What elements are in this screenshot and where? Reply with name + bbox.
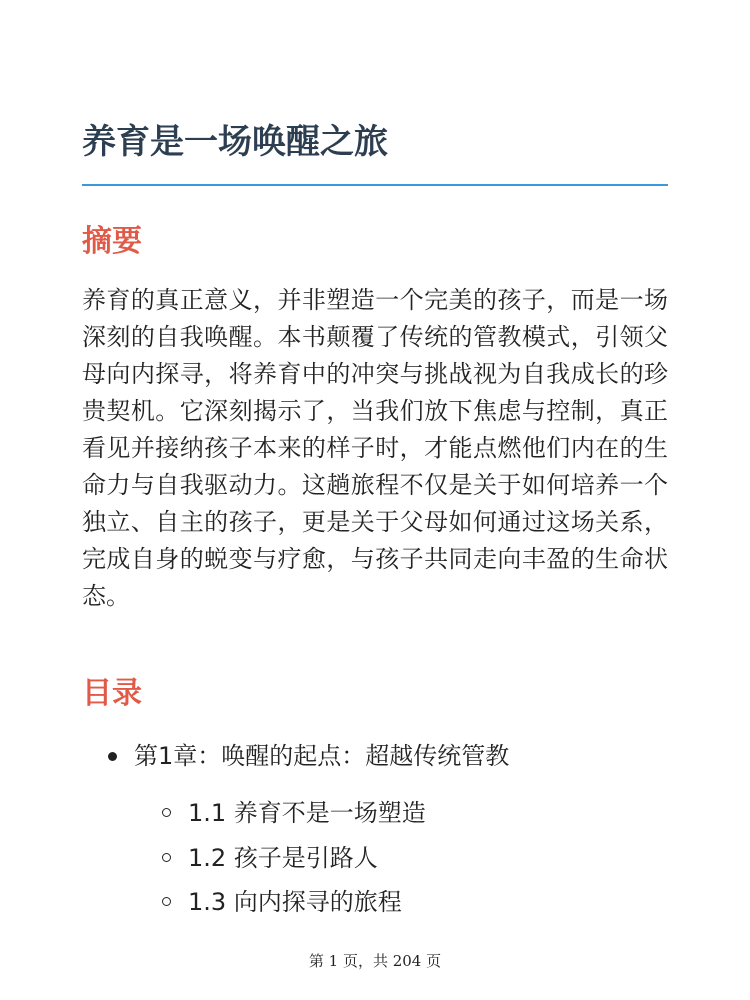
title-divider (82, 184, 668, 186)
toc-section-label: 1.1 养育不是一场塑造 (188, 799, 426, 827)
toc-chapter-item (108, 738, 668, 774)
toc-section-label: 1.2 孩子是引路人 (188, 844, 378, 872)
bullet-circle-icon (162, 897, 171, 906)
summary-heading: 摘要 (82, 224, 142, 259)
summary-paragraph: 养育的真正意义，并非塑造一个完美的孩子，而是一场深刻的自我唤醒。本书颠覆了传统的管教模式，引领父母向内探寻，将养育中的冲突与挑战视为自我成长的珍贵契机。它深刻揭示了，当我们放下焦虑与控制，真正看见并接纳孩子本来的样子时，才能点燃他们内在的生命力与自我驱动力。这趟旅程不仅是关于如何培养一个独立、自主的孩子，更是关于父母如何通过这场关系，完成自身的蜕变与疗愈，与孩子共同走向丰盈的生命状态。 (82, 286, 668, 610)
bullet-circle-icon (162, 853, 171, 862)
toc-section-item (162, 840, 662, 876)
toc-section-label: 1.3 向内探寻的旅程 (188, 888, 402, 916)
toc-section-item (162, 884, 662, 920)
bullet-circle-icon (162, 808, 171, 817)
document-title: 养育是一场唤醒之旅 (82, 122, 388, 162)
bullet-disc-icon (108, 752, 117, 761)
toc-section-item (162, 795, 662, 831)
page-number-footer: 第 1 页，共 204 页 (308, 952, 442, 970)
toc-chapter-label: 第1章：唤醒的起点：超越传统管教 (134, 742, 510, 770)
toc-heading: 目录 (82, 676, 142, 711)
